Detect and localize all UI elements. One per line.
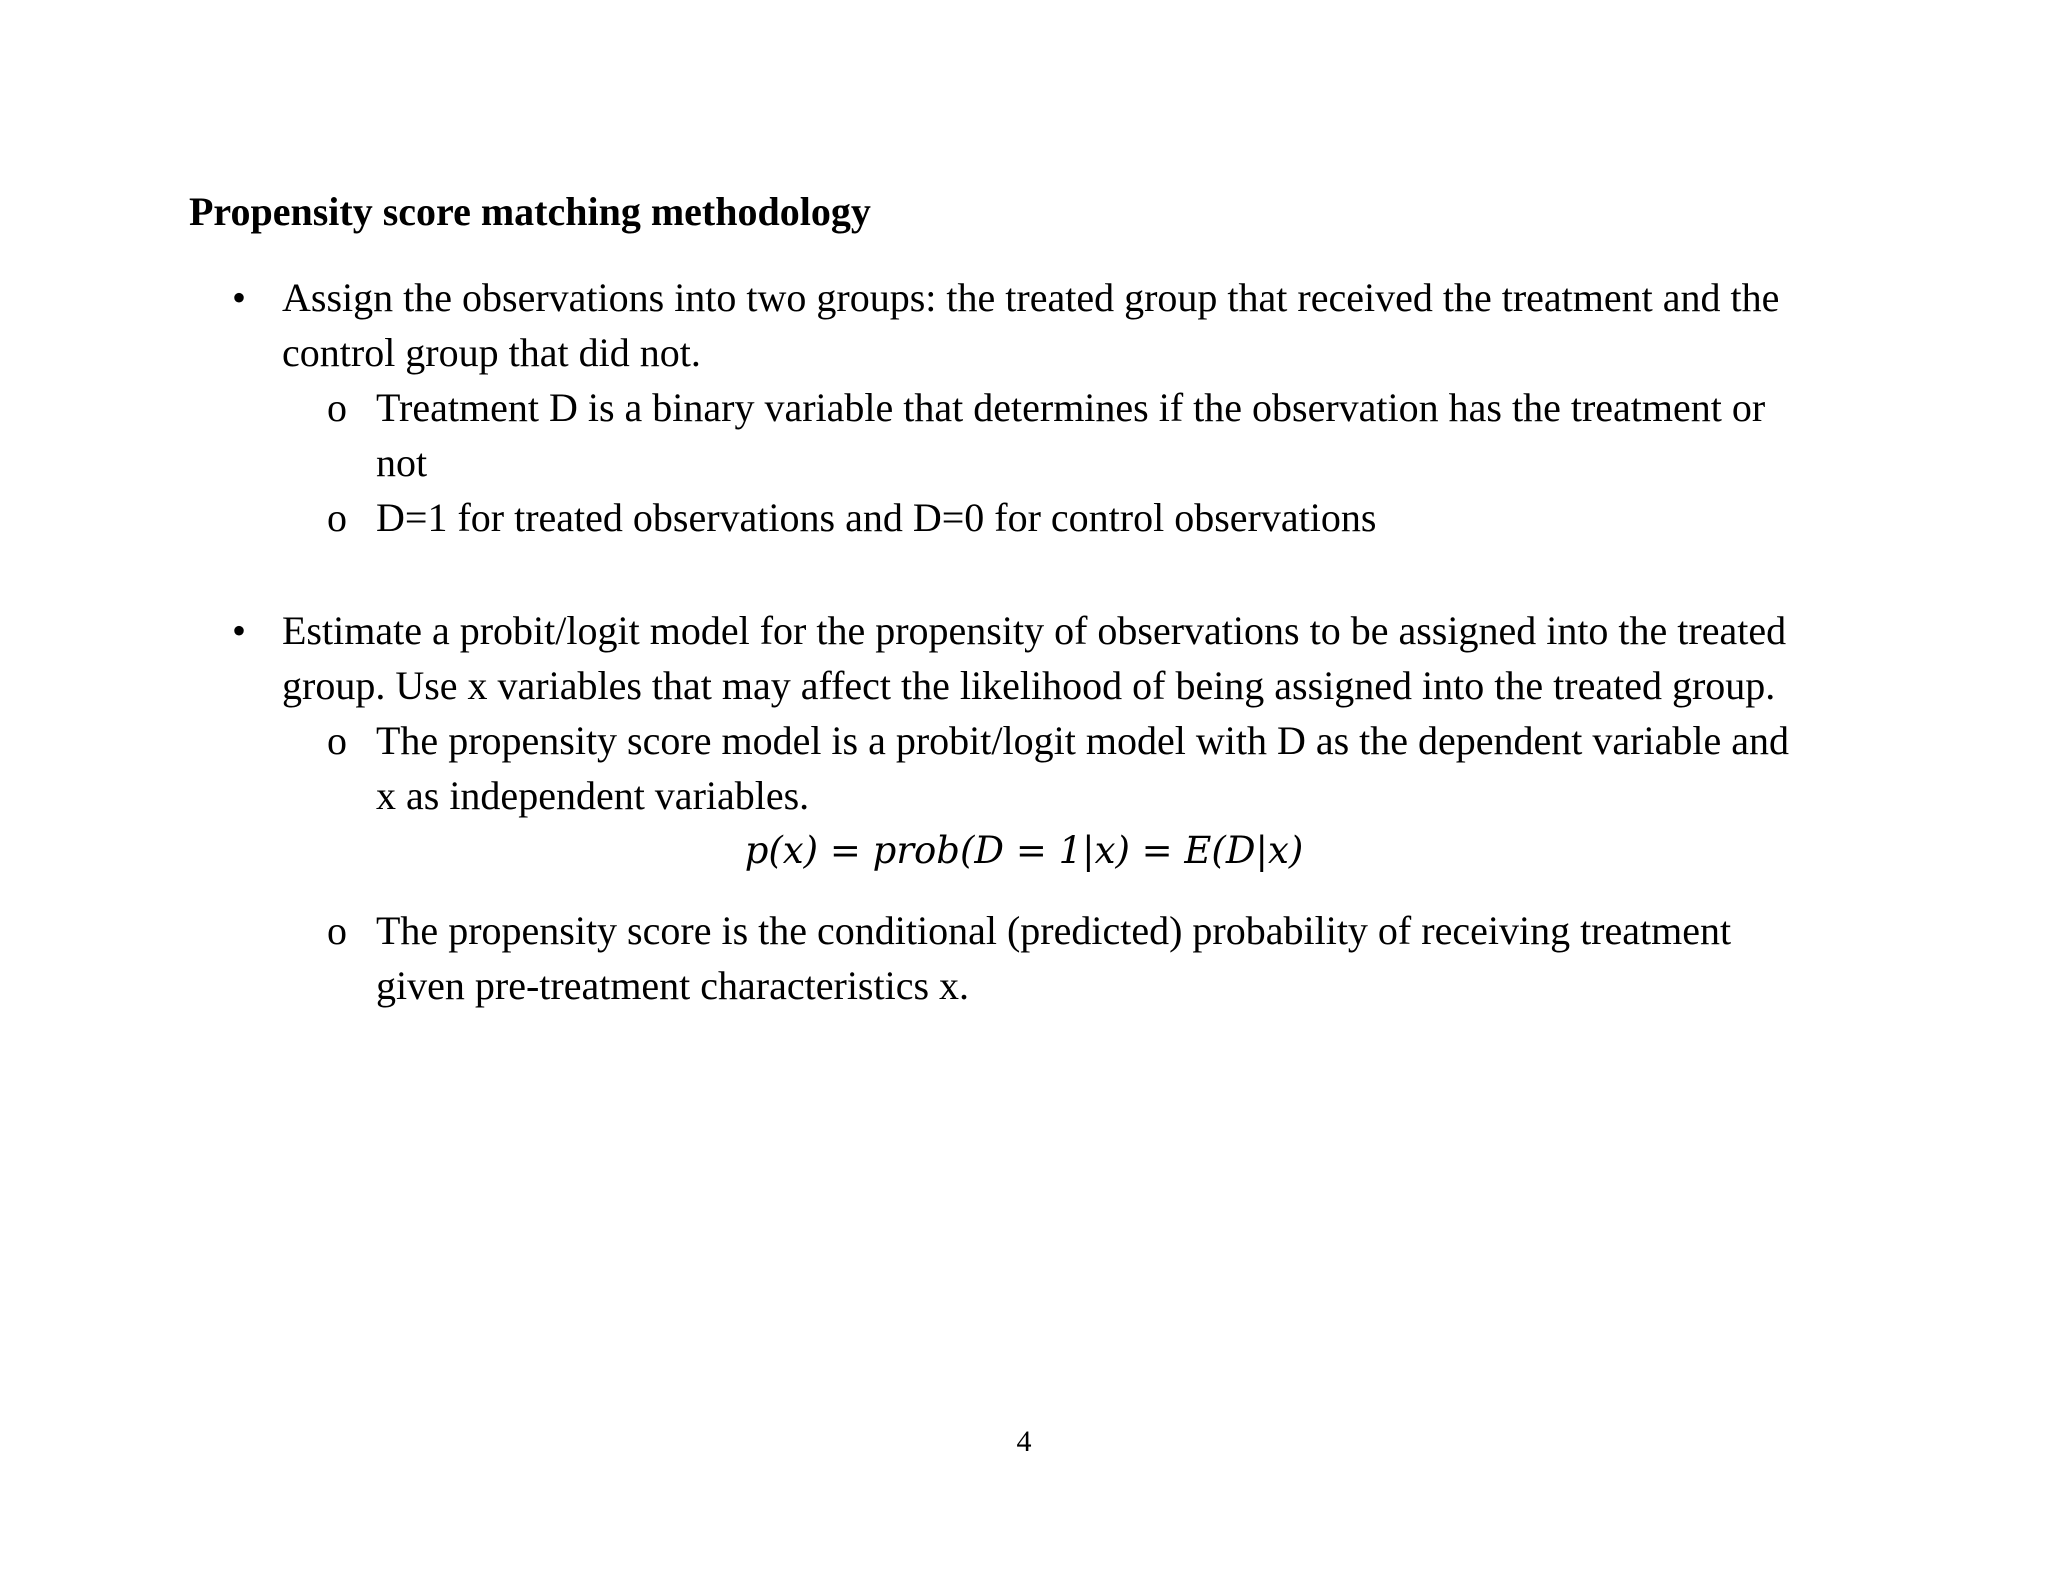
subitem-text — [376, 713, 1866, 823]
propensity-equation: p(x) = prob(D = 1|x) = E(D|x) — [744, 829, 1304, 872]
text-line: control group that did not. — [282, 330, 701, 375]
subitem-marker: o — [327, 495, 347, 540]
bullet-text — [282, 270, 1862, 380]
text-line: not — [376, 440, 428, 485]
text-line: The propensity score is the conditional (predicted) probability of receiving treatment — [376, 908, 1732, 953]
text-line: Estimate a probit/logit model for the propensity of observations to be assigned into the treated — [282, 608, 1787, 653]
section-heading: Propensity score matching methodology — [189, 189, 871, 234]
text-line: D=1 for treated observations and D=0 for control observations — [376, 495, 1377, 540]
subitem-text — [376, 380, 1866, 490]
text-line: Treatment D is a binary variable that determines if the observation has the treatment or — [376, 385, 1766, 430]
text-line: given pre-treatment characteristics x. — [376, 963, 970, 1008]
subitem-marker: o — [327, 385, 347, 430]
subitem-text — [376, 903, 1866, 1013]
text-line: group. Use x variables that may affect the likelihood of being assigned into the treated group. — [282, 663, 1776, 708]
text-line: Assign the observations into two groups: the treated group that received the treatment and the — [282, 275, 1780, 320]
subitem-text — [376, 490, 1866, 545]
text-line: The propensity score model is a probit/logit model with D as the dependent variable and — [376, 718, 1789, 763]
text-line: x as independent variables. — [376, 773, 810, 818]
bullet-marker: • — [232, 608, 247, 653]
subitem-marker: o — [327, 718, 347, 763]
page-number: 4 — [1016, 1425, 1032, 1458]
subitem-marker: o — [327, 908, 347, 953]
bullet-marker: • — [232, 275, 247, 320]
bullet-text — [282, 603, 1862, 713]
